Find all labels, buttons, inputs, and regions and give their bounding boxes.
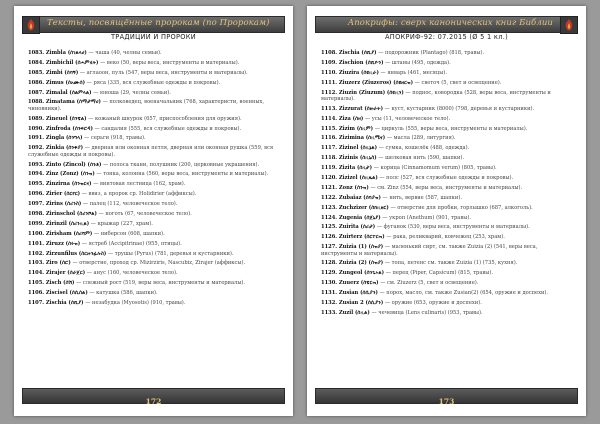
entry-headword: 1103. Ziro (ሰሮ)	[28, 260, 71, 267]
entry-definition: — ноготь (67, человеческое тело).	[96, 210, 192, 217]
dictionary-entry	[28, 171, 281, 177]
entry-definition: — укроп (Anethum) (901, травы).	[380, 214, 471, 221]
entry-definition: — январь (461, месяцы).	[378, 69, 447, 76]
entry-headword: 1098. Zirinschol (ሰሪንሾል)	[28, 210, 97, 217]
footer-bar	[22, 388, 285, 404]
dictionary-entry	[28, 241, 281, 247]
entry-headword: 1120. Zizizel (ሰዚዜል)	[321, 174, 378, 181]
entry-headword: 1130. Zuuerz (ሰዌርዝ)	[321, 280, 379, 287]
dictionary-entry	[28, 145, 281, 158]
entry-headword: 1088. Zimatama (ሰማታማሀ)	[28, 99, 101, 106]
entry-definition: — циркуль (555, веры веса, инструменты и материалы).	[373, 125, 528, 132]
dictionary-entry	[321, 290, 574, 296]
entry-definition: — слежный рост (519, веры веса, инструменты и материалы).	[74, 280, 246, 287]
entry-headword: 1100. Zirisham (ሰሪሻም)	[28, 230, 93, 237]
entry-headword: 1102. Zirzunfilus (ሰርዙንፊሉስ)	[28, 250, 107, 257]
header-bar	[22, 16, 285, 33]
entry-definition: — незабудка (Myosotis) (910, травы).	[83, 299, 186, 306]
entry-headword: 1128. Zuizia (2) (ሰዝያ)	[321, 260, 384, 267]
entry-definition: — отверстие для пробки, горлышко (687, алкоголь).	[388, 204, 533, 211]
entry-headword: 1106. Ziscisel (ሰሲሰል)	[28, 290, 88, 297]
entry-definition: — светоч (5, свет и освещение).	[413, 79, 502, 86]
header-bar	[315, 16, 578, 33]
page-number: 173	[438, 397, 455, 406]
dictionary-entry	[28, 260, 281, 266]
entry-definition: — чаша (40, челны семьи).	[86, 50, 162, 56]
footer-bar	[315, 388, 578, 404]
dictionary-entry	[321, 50, 574, 56]
header-title: Апокрифы: сверх канонических книг Библии	[347, 18, 553, 28]
header-title: Тексты, посвящённые пророкам (по Пророкам)	[47, 18, 270, 28]
entry-definition: — сандалия (555, вся служебные одежды и покровы).	[92, 125, 242, 132]
entry-definition: — подорожник (Plantago) (818, травы).	[376, 50, 485, 56]
dictionary-entry	[28, 135, 281, 141]
dictionary-entry	[321, 270, 574, 276]
flame-emblem-icon	[560, 16, 578, 34]
entry-definition: — ястреб (Accipitrinae) (955, птицы).	[80, 240, 182, 247]
entry-definition: — юноша (29, челны семьи).	[91, 89, 171, 96]
dictionary-entry	[321, 145, 574, 151]
entry-headword: 1127. Zuizia (1) (ሰዝያ)	[321, 244, 384, 251]
entry-definition: — поднос, ковородка (528, веры веса, инструменты и материалы).	[321, 89, 551, 102]
dictionary-entry	[321, 300, 574, 306]
entry-list	[28, 50, 281, 310]
dictionary-entry	[28, 60, 281, 66]
entry-headword: 1110. Ziuzira (ሰዩዚራ)	[321, 69, 379, 76]
dictionary-entry	[321, 80, 574, 86]
dictionary-entry	[321, 155, 574, 161]
entry-list	[321, 50, 574, 320]
right-page	[307, 6, 586, 416]
entry-definition: — см. Ziuzerz (5, свет и освещение).	[378, 280, 479, 287]
entry-headword: 1117. Zizinel (ሰዚኔል)	[321, 145, 378, 152]
entry-headword: 1113. Zizzurat (ሰዙራት)	[321, 105, 384, 112]
entry-definition: — ряса (335, вся служебные одежды и покровы).	[85, 79, 221, 86]
entry-headword: 1096. Zirier (ሰርየር)	[28, 191, 81, 198]
dictionary-entry	[321, 60, 574, 66]
entry-headword: 1107. Zischia (ሰሺያ)	[28, 299, 84, 306]
entry-headword: 1109. Zischion (ሰሺዮን)	[321, 59, 384, 66]
entry-headword: 1089. Zineuel (ሰንዌል)	[28, 115, 87, 122]
dictionary-entry	[28, 162, 281, 168]
entry-definition: — куст, кустарник (8000) (798, деревья и кустарники).	[383, 105, 535, 112]
entry-definition: — полковедец, военачальник (768, характеристи, военных, чиновники).	[28, 99, 265, 112]
dictionary-entry	[321, 135, 574, 141]
dictionary-entry	[321, 280, 574, 286]
dictionary-entry	[28, 251, 281, 257]
entry-headword: 1105. Zisch (ሰሽ)	[28, 280, 75, 287]
dictionary-entry	[28, 191, 281, 197]
entry-headword: 1091. Zingla (ሰንግላ)	[28, 135, 83, 142]
dictionary-entry	[28, 290, 281, 296]
entry-definition: — порох, масло, см. также Zusian(2) (654, оружие и доспехи).	[377, 290, 549, 297]
dictionary-entry	[321, 90, 574, 103]
entry-definition: — анус (160, человеческое тело).	[85, 270, 178, 277]
dictionary-entry	[321, 70, 574, 76]
entry-headword: 1126. Zuirterz (ሰርተርዝ)	[321, 234, 385, 241]
dictionary-entry	[321, 106, 574, 112]
entry-headword: 1101. Ziruzz (ሰሩዝ)	[28, 240, 81, 247]
dictionary-entry	[321, 195, 574, 201]
entry-definition: — топа, петенс см. также Zuizia (1) (735, кухня).	[383, 260, 518, 267]
entry-headword: 1099. Zirinzil (ሰሪንዚል)	[28, 220, 90, 227]
dictionary-entry	[28, 50, 281, 56]
dictionary-entry	[321, 234, 574, 240]
entry-definition: — шелковая нить (590, шапки).	[376, 155, 465, 162]
entry-headword: 1123. Zuchzizer (ሰክዚዘር)	[321, 204, 389, 211]
dictionary-entry	[321, 116, 574, 122]
dictionary-entry	[28, 201, 281, 207]
dictionary-entry	[321, 310, 574, 316]
entry-definition: — дверная или оконная петля, дверная или оконная рушка (559, вся служебные одежды и покровы).	[28, 145, 274, 158]
entry-definition: — маленький сирт, см. также Zuizia (2) (541, веры веса, инструменты и материалы).	[321, 244, 538, 257]
entry-definition: — полоса ткани, полушник (200, церковные украшения).	[101, 161, 260, 168]
entry-definition: — ввиз, а пророк ср. Holidirier (аффиксы).	[80, 191, 197, 198]
entry-definition: — чечевица (Lens culinaris) (953, травы).	[369, 309, 483, 316]
entry-headword: 1092. Zinkia (ሰንቅያ)	[28, 145, 84, 152]
entry-headword: 1131. Zusian (ሰሲያን)	[321, 290, 378, 297]
entry-headword: 1114. Ziza (ሰዛ)	[321, 115, 364, 122]
entry-definition: — оружие (653, оружие и доспехи).	[383, 299, 482, 306]
entry-headword: 1090. Zinfroda (ሰንፍሮዳ)	[28, 125, 93, 132]
entry-headword: 1118. Zizinis (ሰዚኒስ)	[321, 155, 377, 162]
flame-emblem-icon	[22, 16, 40, 34]
dictionary-entry	[28, 80, 281, 86]
dictionary-entry	[28, 90, 281, 96]
entry-headword: 1124. Zugenia (ሰጀኒያ)	[321, 214, 381, 221]
entry-definition: — сумка, кошелёк (488, одежда).	[377, 145, 470, 152]
entry-headword: 1094. Zinz (Zonz) (ሰንዝ)	[28, 171, 95, 178]
dictionary-entry	[28, 126, 281, 132]
entry-definition: — ниберсон (608, шапки).	[92, 230, 165, 237]
entry-definition: — рака, реликварий, ковчежец (253, храм).	[384, 234, 505, 241]
page-number: 172	[145, 397, 162, 406]
entry-headword: 1084. Zimbichil (ሰሓምሂት)	[28, 59, 99, 66]
dictionary-entry	[28, 181, 281, 187]
entry-headword: 1119. Zizita (ሰዚታ)	[321, 165, 373, 172]
dictionary-entry	[321, 175, 574, 181]
dictionary-entry	[321, 205, 574, 211]
dictionary-entry	[321, 260, 574, 266]
entry-headword: 1104. Zirajer (ሰራጀር)	[28, 270, 86, 277]
entry-definition: — корица (Cinnamomum verum) (805, травы).	[372, 165, 497, 172]
section-title: ТРАДИЦИИ И ПРОРОКИ	[110, 33, 196, 41]
entry-headword: 1086. Zimus (ሰአሙሰ)	[28, 79, 86, 86]
entry-headword: 1133. Zuzil (ሰዚል)	[321, 309, 370, 316]
entry-definition: — аглаоон, пуль (547, веры веса, инструменты и материалы).	[78, 69, 248, 76]
entry-definition: — перец (Piper, Capsicum) (815, травы).	[384, 270, 494, 277]
entry-headword: 1108. Zischia (ሰሺያ)	[321, 50, 377, 56]
entry-definition: — масла (289, литургия).	[385, 135, 456, 142]
dictionary-entry	[321, 224, 574, 230]
dictionary-entry	[28, 300, 281, 306]
entry-headword: 1112. Ziuzin (Ziuzum) (ሰዩዚን)	[321, 89, 404, 96]
entry-headword: 1122. Zubaiaz (ሰባያዝ)	[321, 194, 381, 201]
entry-definition: — катушка (586, шапки).	[87, 290, 158, 297]
entry-headword: 1121. Zonz (ሰንዝ)	[321, 184, 369, 191]
entry-headword: 1132. Zusian 2 (ሰሲያን)	[321, 299, 384, 306]
entry-definition: — веко (50, веры веса, инструменты и материалы).	[98, 59, 240, 66]
entry-definition: — крыжар (227, храм).	[89, 220, 153, 227]
entry-headword: 1083. Zimbla (ሰገልላሀ)	[28, 50, 87, 56]
entry-definition: — трушы (Pyrus) (781, деревья и кустарники).	[106, 250, 234, 257]
entry-headword: 1116. Zizimina (ሰዚሚና)	[321, 135, 386, 142]
dictionary-entry	[28, 280, 281, 286]
entry-headword: 1125. Zuirita (ሰሪታ)	[321, 224, 376, 231]
entry-definition: — усы (11, человеческое тело).	[363, 115, 451, 122]
dictionary-entry	[28, 221, 281, 227]
entry-headword: 1087. Zimalal (ሰልምላል)	[28, 89, 92, 96]
dictionary-entry	[28, 70, 281, 76]
left-page	[14, 6, 293, 416]
entry-definition: — винтовая лестница (162, храм).	[91, 181, 186, 188]
entry-definition: — палец (112, человеческое тело).	[81, 201, 178, 208]
entry-definition: — отверстие, проход ср. Mizirziris, Nascubiz, Zirajer (аффиксы).	[70, 260, 246, 267]
entry-headword: 1095. Zinzirna (ሰንዝርና)	[28, 181, 92, 188]
entry-definition: — см. Zinz (554, веры веса, инструменты и материалы).	[368, 184, 523, 191]
entry-definition: — серьги (918, травы).	[82, 135, 146, 142]
dictionary-entry	[28, 211, 281, 217]
dictionary-entry	[28, 270, 281, 276]
entry-headword: 1085. Zimbi (ሰባኝ)	[28, 69, 79, 76]
entry-definition: — нить, вервие (587, шапки).	[380, 194, 462, 201]
entry-headword: 1115. Zizim (ሰዚም)	[321, 125, 374, 132]
entry-definition: — тонка, колонна (560, веры веса, инструменты и материалы).	[94, 171, 269, 178]
dictionary-entry	[321, 126, 574, 132]
entry-headword: 1111. Ziuzerz (Ziuzeros) (ሰዩዘርዝ)	[321, 79, 414, 86]
entry-definition: — штаны (495, одежда).	[383, 59, 451, 66]
section-title: АПОКРИФ-92: 07.2015 (Ø 5 1 кл.)	[385, 33, 508, 41]
dictionary-entry	[28, 116, 281, 122]
dictionary-entry	[28, 99, 281, 112]
entry-headword: 1097. Zirins (ሰሪንስ)	[28, 201, 82, 208]
entry-definition: — кожаный шнурок (657, приспособления для оружия).	[86, 115, 242, 122]
dictionary-entry	[321, 244, 574, 257]
entry-headword: 1129. Zungeol (ሰንጌኦል)	[321, 270, 385, 277]
entry-definition: — фуганок (530, веры веса, инструменты и материалы).	[375, 224, 530, 231]
dictionary-entry	[28, 231, 281, 237]
dictionary-entry	[321, 185, 574, 191]
entry-definition: — полс (527, вся служебные одежды и покровы).	[377, 174, 514, 181]
dictionary-entry	[321, 215, 574, 221]
dictionary-entry	[321, 165, 574, 171]
entry-headword: 1093. Zinto (Zincol) (ሰንቶ)	[28, 161, 102, 168]
